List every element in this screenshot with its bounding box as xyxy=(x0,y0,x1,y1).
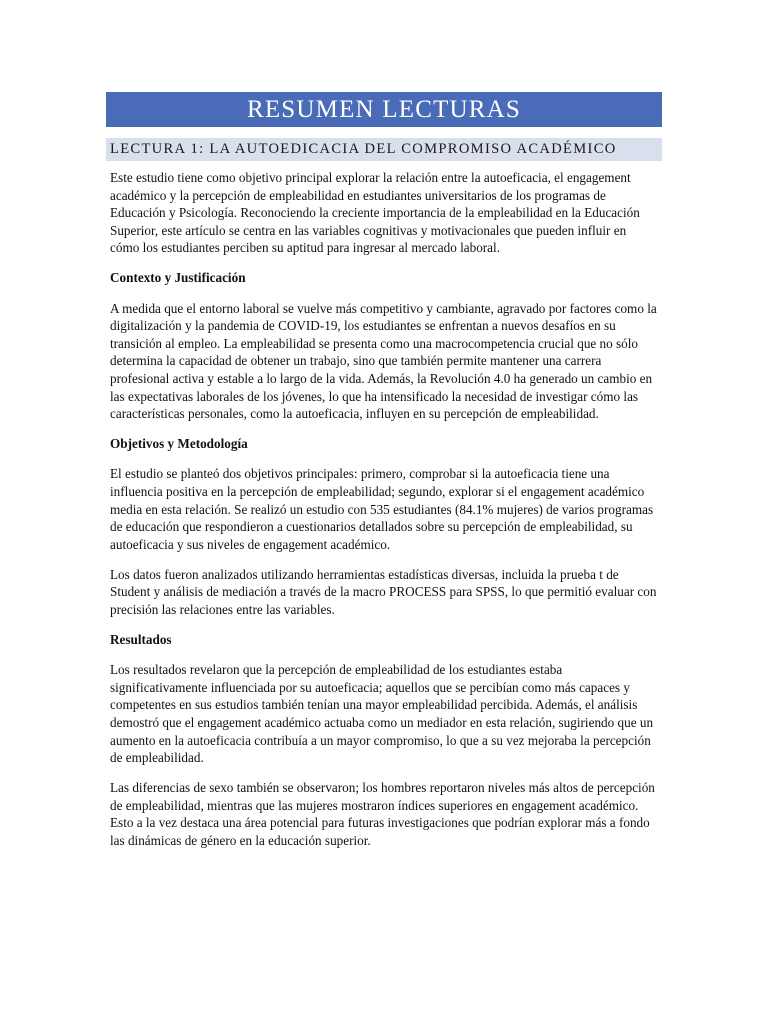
analysis-paragraph: Los datos fueron analizados utilizando herramientas estadísticas diversas, incluida la prueba t de Student y análisis de mediación a través de la macro PROCESS para SPSS, lo que permitió evaluar con precisión las relaciones entre las variables. xyxy=(110,566,657,617)
objectives-paragraph: El estudio se planteó dos objetivos principales: primero, comprobar si la autoeficacia tiene una influencia positiva en la percepción de empleabilidad; segundo, explorar si el engagement académico media en esta relación. Se realizó un estudio con 535 estudiantes (84.1% mujeres) de varios programas de educación que respondieron a cuestionarios detallados sobre su percepción de empleabilidad, su autoeficacia y sus niveles de engagement académico. xyxy=(110,466,654,552)
document-title: RESUMEN LECTURAS xyxy=(106,92,662,127)
section-heading-results: Resultados xyxy=(110,632,172,648)
reading-subtitle: LECTURA 1: LA AUTOEDICACIA DEL COMPROMISO ACADÉMICO xyxy=(106,138,662,161)
results-paragraph: Los resultados revelaron que la percepción de empleabilidad de los estudiantes estaba significativamente influenciada por su autoeficacia; aquellos que se percibían como más capaces y competentes en sus estudios también tenían una mayor empleabilidad percibida. Además, el análisis demostró que el engagement académico actuaba como un mediador en esta relación, sugiriendo que un aumento en la autoeficacia contribuía a un mayor compromiso, lo que a su vez mejoraba la percepción de empleabilidad. xyxy=(110,662,654,766)
section-heading-context: Contexto y Justificación xyxy=(110,270,246,286)
section-heading-objectives: Objetivos y Metodología xyxy=(110,436,248,452)
context-paragraph: A medida que el entorno laboral se vuelve más competitivo y cambiante, agravado por factores como la digitalización y la pandemia de COVID-19, los estudiantes se enfrentan a nuevos desafíos en su transición al empleo. La empleabilidad se presenta como una macrocompetencia crucial que no sólo determina la capacidad de obtener un trabajo, sino que también permite mantener una carrera profesional activa y estable a lo largo de la vida. Además, la Revolución 4.0 ha generado un cambio en las expectativas laborales de los jóvenes, lo que ha intensificado la necesidad de investigar cómo las características personales, como la autoeficacia, influyen en su percepción de empleabilidad. xyxy=(110,300,657,422)
gender-differences-paragraph: Las diferencias de sexo también se observaron; los hombres reportaron niveles más altos de percepción de empleabilidad, mientras que las mujeres mostraron índices superiores en engagement académico. Esto a la vez destaca una área potencial para futuras investigaciones que podrían explorar más a fondo las dinámicas de género en la educación superior. xyxy=(110,780,655,848)
document-body xyxy=(106,169,662,850)
document-page xyxy=(106,92,662,862)
intro-paragraph: Este estudio tiene como objetivo principal explorar la relación entre la autoeficacia, el engagement académico y la percepción de empleabilidad en estudiantes universitarios de los programas de Educación y Psicología. Reconociendo la creciente importancia de la empleabilidad en la Educación Superior, este artículo se centra en las variables cognitivas y motivacionales que pueden influir en cómo los estudiantes perciben su aptitud para ingresar al mercado laboral. xyxy=(110,170,640,256)
